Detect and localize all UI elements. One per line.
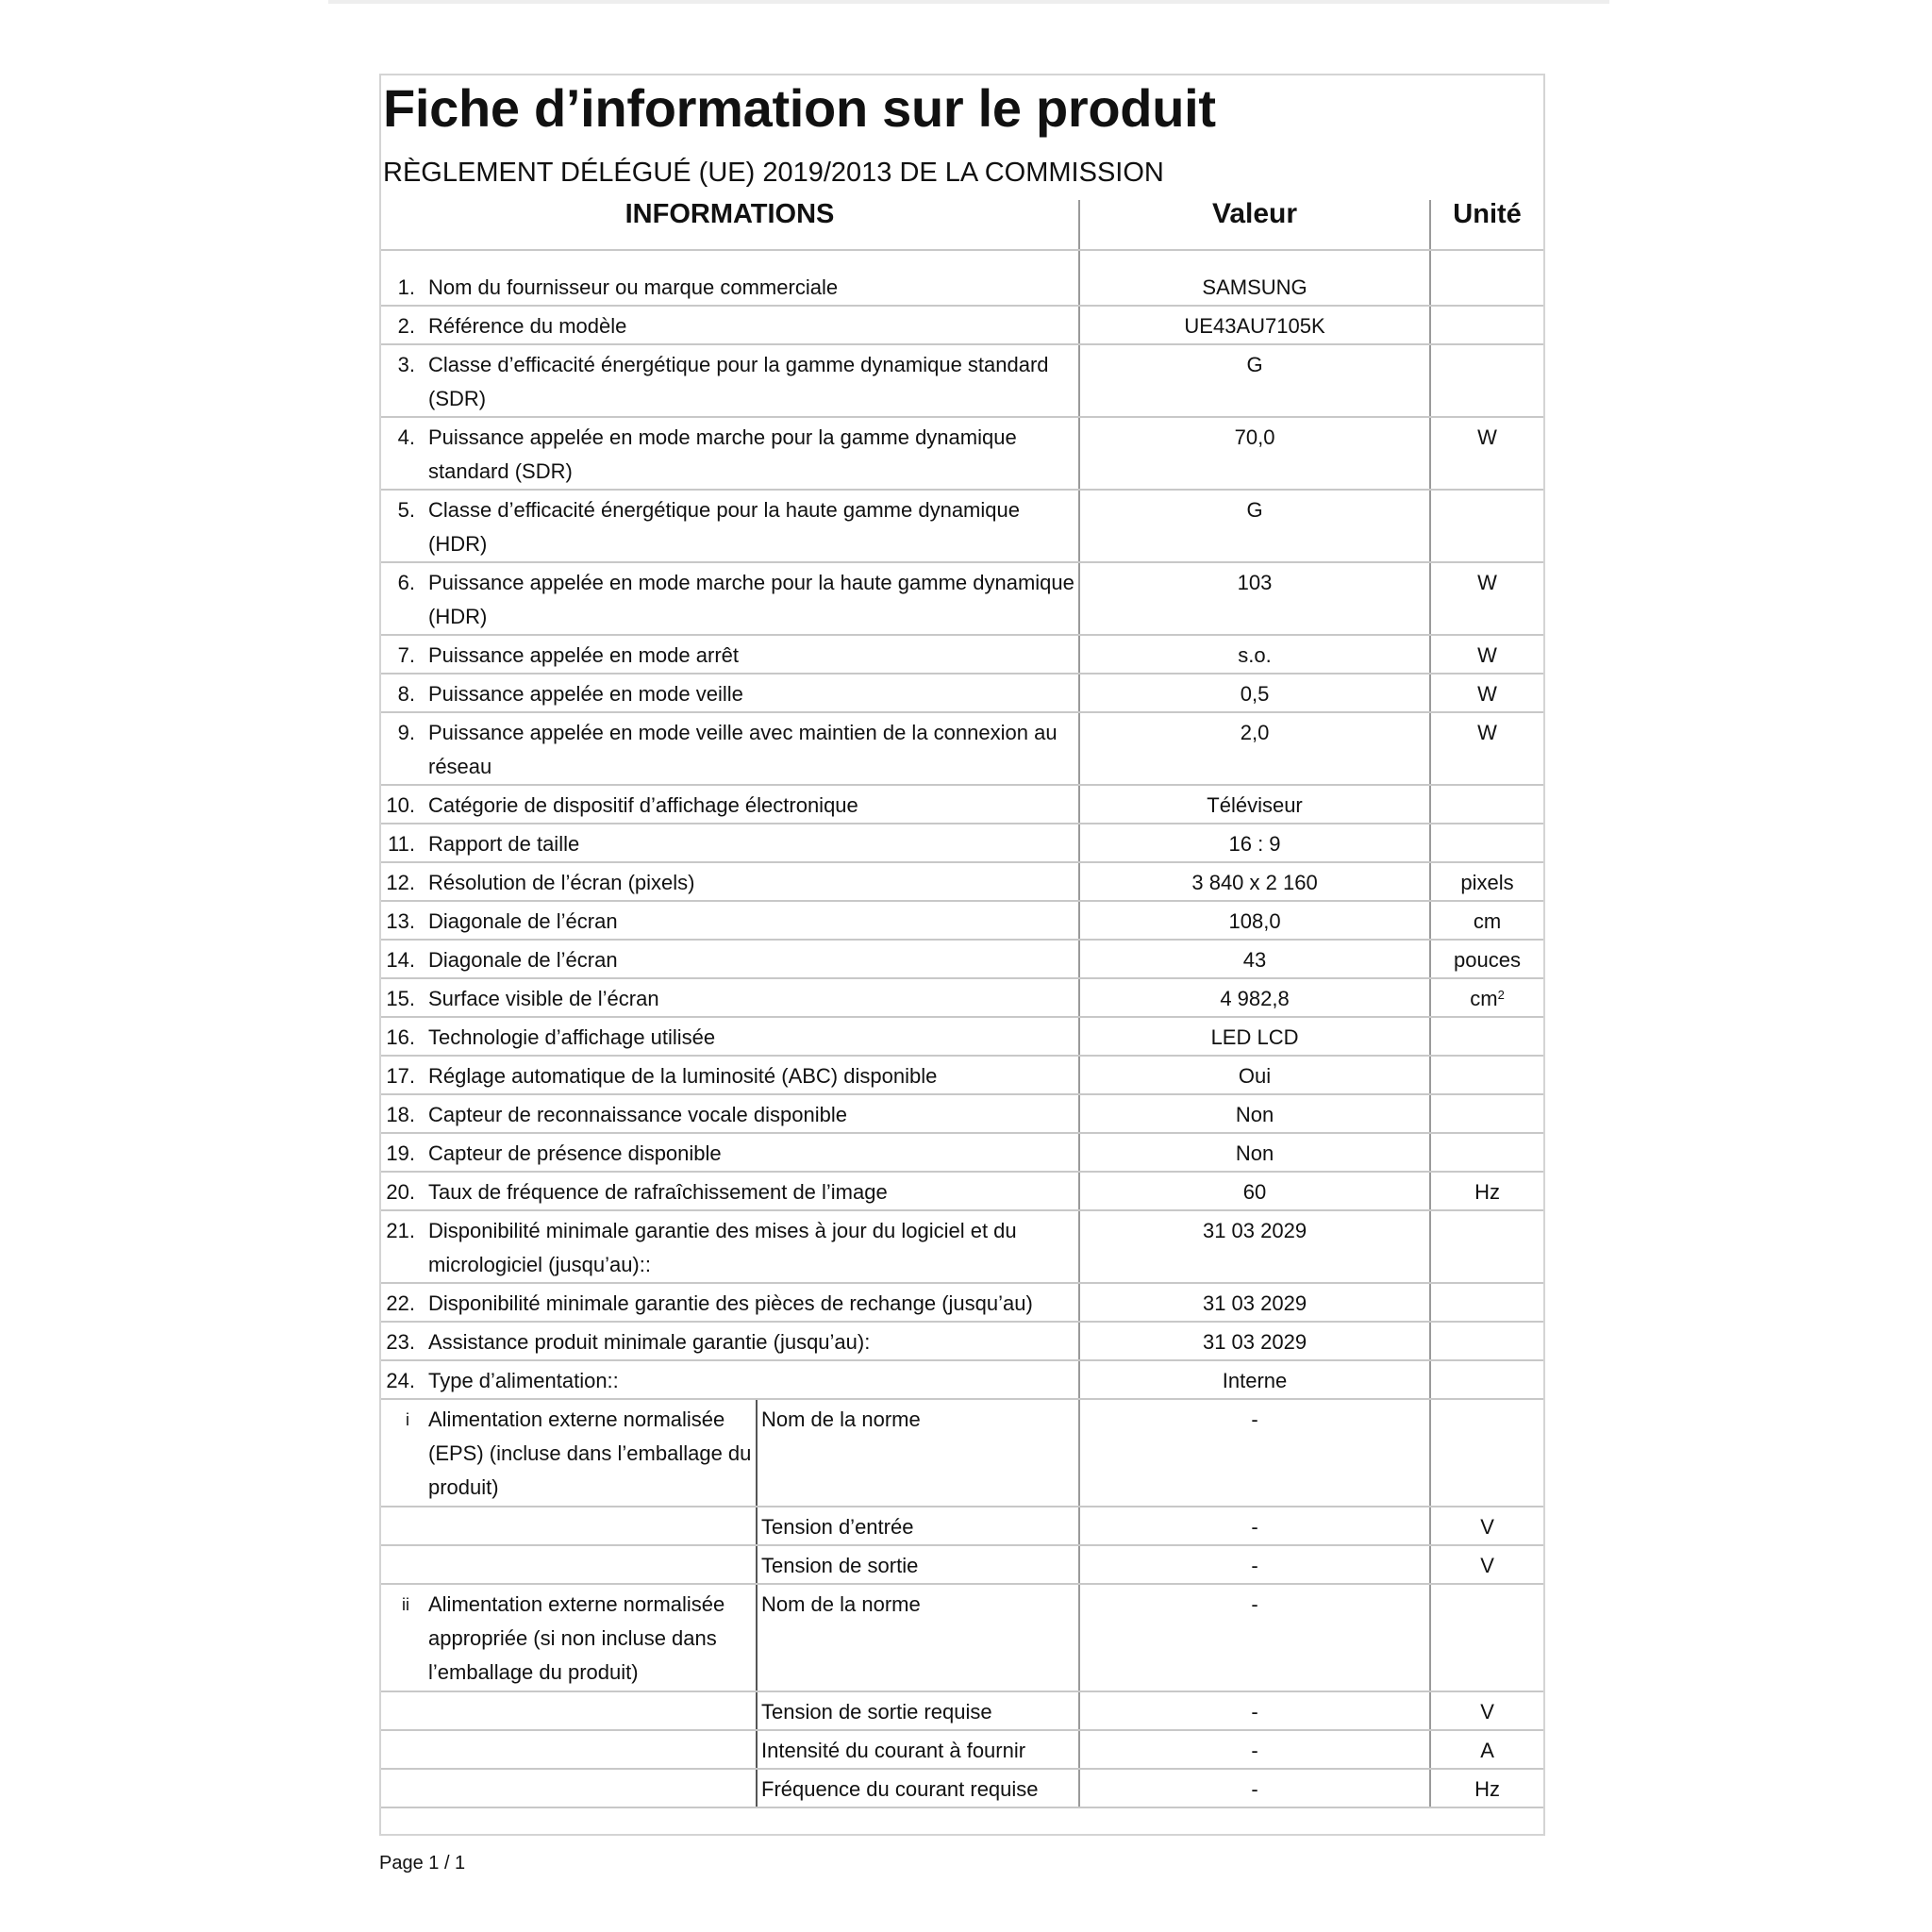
info-table bbox=[381, 200, 1543, 1808]
eps-item-name: Fréquence du courant requise bbox=[757, 1769, 1079, 1807]
eps-item-value: - bbox=[1079, 1399, 1430, 1507]
table-row bbox=[381, 417, 1543, 490]
eps-label bbox=[426, 1691, 757, 1730]
row-number: 10. bbox=[381, 785, 426, 824]
table-row bbox=[381, 978, 1543, 1017]
row-label: Taux de fréquence de rafraîchissement de l’image bbox=[426, 1172, 1079, 1210]
eps-item-value: - bbox=[1079, 1730, 1430, 1769]
row-label: Type d’alimentation:: bbox=[426, 1360, 1079, 1399]
row-value: UE43AU7105K bbox=[1079, 306, 1430, 344]
row-unit bbox=[1430, 306, 1543, 344]
table-row bbox=[381, 562, 1543, 635]
row-number: 19. bbox=[381, 1133, 426, 1172]
table-row bbox=[381, 490, 1543, 562]
eps-row bbox=[381, 1545, 1543, 1584]
unit-text: W bbox=[1477, 721, 1497, 744]
eps-label bbox=[426, 1769, 757, 1807]
eps-label bbox=[426, 1730, 757, 1769]
table-row bbox=[381, 1056, 1543, 1094]
row-unit bbox=[1430, 1322, 1543, 1360]
eps-row bbox=[381, 1769, 1543, 1807]
row-label: Diagonale de l’écran bbox=[426, 940, 1079, 978]
row-unit bbox=[1430, 1094, 1543, 1133]
row-value: G bbox=[1079, 344, 1430, 417]
row-value: 3 840 x 2 160 bbox=[1079, 862, 1430, 901]
row-value: G bbox=[1079, 490, 1430, 562]
row-number: 4. bbox=[381, 417, 426, 490]
row-value: s.o. bbox=[1079, 635, 1430, 674]
row-value: 60 bbox=[1079, 1172, 1430, 1210]
row-number: 9. bbox=[381, 712, 426, 785]
row-label: Catégorie de dispositif d’affichage électronique bbox=[426, 785, 1079, 824]
unit-text: W bbox=[1477, 571, 1497, 594]
row-unit bbox=[1430, 1017, 1543, 1056]
row-label: Puissance appelée en mode marche pour la gamme dynamique standard (SDR) bbox=[426, 417, 1079, 490]
product-info-sheet bbox=[379, 74, 1545, 1836]
row-unit bbox=[1430, 344, 1543, 417]
eps-item-unit: V bbox=[1430, 1507, 1543, 1545]
table-row bbox=[381, 940, 1543, 978]
row-number: 3. bbox=[381, 344, 426, 417]
row-label: Puissance appelée en mode veille avec maintien de la connexion au réseau bbox=[426, 712, 1079, 785]
row-number: 18. bbox=[381, 1094, 426, 1133]
row-unit bbox=[1430, 862, 1543, 901]
row-label: Puissance appelée en mode veille bbox=[426, 674, 1079, 712]
table-row bbox=[381, 344, 1543, 417]
table-row bbox=[381, 1210, 1543, 1283]
row-label: Rapport de taille bbox=[426, 824, 1079, 862]
unit-text: cm bbox=[1470, 987, 1498, 1010]
row-label: Capteur de présence disponible bbox=[426, 1133, 1079, 1172]
row-label: Disponibilité minimale garantie des pièces de rechange (jusqu’au) bbox=[426, 1283, 1079, 1322]
eps-item-value: - bbox=[1079, 1507, 1430, 1545]
unit-text: W bbox=[1477, 425, 1497, 449]
regulation-subtitle: RÈGLEMENT DÉLÉGUÉ (UE) 2019/2013 DE LA COMMISSION bbox=[383, 158, 1164, 188]
eps-item-value: - bbox=[1079, 1545, 1430, 1584]
row-value: Oui bbox=[1079, 1056, 1430, 1094]
row-label: Disponibilité minimale garantie des mises à jour du logiciel et du micrologiciel (jusqu’au):: bbox=[426, 1210, 1079, 1283]
eps-item-name: Nom de la norme bbox=[757, 1399, 1079, 1507]
unit-text: Hz bbox=[1474, 1180, 1500, 1204]
row-number: 1. bbox=[381, 268, 426, 306]
header-spacer-row bbox=[381, 250, 1543, 268]
unit-text: pouces bbox=[1454, 948, 1521, 972]
row-number: 6. bbox=[381, 562, 426, 635]
row-value: Téléviseur bbox=[1079, 785, 1430, 824]
row-label: Nom du fournisseur ou marque commerciale bbox=[426, 268, 1079, 306]
table-row bbox=[381, 785, 1543, 824]
row-number: 15. bbox=[381, 978, 426, 1017]
eps-number bbox=[381, 1507, 426, 1545]
table-row bbox=[381, 1283, 1543, 1322]
eps-item-value: - bbox=[1079, 1691, 1430, 1730]
row-unit bbox=[1430, 490, 1543, 562]
row-value: LED LCD bbox=[1079, 1017, 1430, 1056]
row-number: 23. bbox=[381, 1322, 426, 1360]
header-valeur: Valeur bbox=[1079, 200, 1430, 250]
row-unit bbox=[1430, 562, 1543, 635]
row-label: Référence du modèle bbox=[426, 306, 1079, 344]
eps-item-unit: A bbox=[1430, 1730, 1543, 1769]
table-row bbox=[381, 1360, 1543, 1399]
table-row bbox=[381, 635, 1543, 674]
row-unit bbox=[1430, 940, 1543, 978]
row-label: Résolution de l’écran (pixels) bbox=[426, 862, 1079, 901]
row-unit bbox=[1430, 1210, 1543, 1283]
row-number: 17. bbox=[381, 1056, 426, 1094]
table-row bbox=[381, 1133, 1543, 1172]
table-row bbox=[381, 862, 1543, 901]
row-number: 7. bbox=[381, 635, 426, 674]
row-value: 43 bbox=[1079, 940, 1430, 978]
table-row bbox=[381, 1322, 1543, 1360]
row-unit bbox=[1430, 1172, 1543, 1210]
row-unit bbox=[1430, 785, 1543, 824]
unit-superscript: 2 bbox=[1497, 988, 1505, 1002]
row-number: 22. bbox=[381, 1283, 426, 1322]
table-row bbox=[381, 1094, 1543, 1133]
eps-item-unit: Hz bbox=[1430, 1769, 1543, 1807]
table-row bbox=[381, 268, 1543, 306]
table-row bbox=[381, 674, 1543, 712]
table-row bbox=[381, 1172, 1543, 1210]
row-value: 31 03 2029 bbox=[1079, 1283, 1430, 1322]
row-value: 31 03 2029 bbox=[1079, 1210, 1430, 1283]
eps-item-value: - bbox=[1079, 1584, 1430, 1691]
eps-item-name: Tension de sortie bbox=[757, 1545, 1079, 1584]
row-number: 12. bbox=[381, 862, 426, 901]
row-number: 21. bbox=[381, 1210, 426, 1283]
row-unit bbox=[1430, 824, 1543, 862]
row-unit bbox=[1430, 712, 1543, 785]
unit-text: W bbox=[1477, 682, 1497, 706]
row-unit bbox=[1430, 1056, 1543, 1094]
eps-label: Alimentation externe normalisée appropriée (si non incluse dans l’emballage du produit) bbox=[426, 1584, 757, 1691]
row-unit bbox=[1430, 901, 1543, 940]
row-unit bbox=[1430, 635, 1543, 674]
row-unit bbox=[1430, 1133, 1543, 1172]
row-label: Assistance produit minimale garantie (jusqu’au): bbox=[426, 1322, 1079, 1360]
table-row bbox=[381, 824, 1543, 862]
row-label: Réglage automatique de la luminosité (ABC) disponible bbox=[426, 1056, 1079, 1094]
eps-row bbox=[381, 1507, 1543, 1545]
eps-row bbox=[381, 1399, 1543, 1507]
unit-text: pixels bbox=[1460, 871, 1514, 894]
top-divider bbox=[328, 0, 1609, 4]
table-header-row bbox=[381, 200, 1543, 250]
table-row bbox=[381, 901, 1543, 940]
header-informations: INFORMATIONS bbox=[381, 200, 1079, 250]
eps-row bbox=[381, 1730, 1543, 1769]
row-number: 8. bbox=[381, 674, 426, 712]
row-number: 11. bbox=[381, 824, 426, 862]
row-unit bbox=[1430, 268, 1543, 306]
eps-item-unit bbox=[1430, 1584, 1543, 1691]
eps-item-name: Tension d’entrée bbox=[757, 1507, 1079, 1545]
row-value: 108,0 bbox=[1079, 901, 1430, 940]
row-label: Capteur de reconnaissance vocale disponible bbox=[426, 1094, 1079, 1133]
eps-number: ii bbox=[381, 1584, 426, 1691]
eps-item-name: Tension de sortie requise bbox=[757, 1691, 1079, 1730]
row-number: 13. bbox=[381, 901, 426, 940]
row-label: Classe d’efficacité énergétique pour la haute gamme dynamique (HDR) bbox=[426, 490, 1079, 562]
row-unit bbox=[1430, 978, 1543, 1017]
row-unit bbox=[1430, 1360, 1543, 1399]
eps-item-name: Nom de la norme bbox=[757, 1584, 1079, 1691]
row-number: 2. bbox=[381, 306, 426, 344]
eps-row bbox=[381, 1691, 1543, 1730]
page-number: Page 1 / 1 bbox=[379, 1853, 466, 1874]
eps-item-unit: V bbox=[1430, 1545, 1543, 1584]
row-number: 20. bbox=[381, 1172, 426, 1210]
row-label: Puissance appelée en mode arrêt bbox=[426, 635, 1079, 674]
header-unite: Unité bbox=[1430, 200, 1543, 250]
row-number: 5. bbox=[381, 490, 426, 562]
unit-text: cm bbox=[1473, 909, 1502, 933]
row-value: 2,0 bbox=[1079, 712, 1430, 785]
row-label: Diagonale de l’écran bbox=[426, 901, 1079, 940]
row-value: 4 982,8 bbox=[1079, 978, 1430, 1017]
eps-number: i bbox=[381, 1399, 426, 1507]
row-value: 103 bbox=[1079, 562, 1430, 635]
row-value: 31 03 2029 bbox=[1079, 1322, 1430, 1360]
row-unit bbox=[1430, 674, 1543, 712]
row-label: Technologie d’affichage utilisée bbox=[426, 1017, 1079, 1056]
row-value: SAMSUNG bbox=[1079, 268, 1430, 306]
page-title: Fiche d’information sur le produit bbox=[383, 78, 1216, 138]
eps-label bbox=[426, 1507, 757, 1545]
eps-label: Alimentation externe normalisée (EPS) (incluse dans l’emballage du produit) bbox=[426, 1399, 757, 1507]
row-value: Non bbox=[1079, 1133, 1430, 1172]
eps-number bbox=[381, 1769, 426, 1807]
eps-item-value: - bbox=[1079, 1769, 1430, 1807]
unit-text: W bbox=[1477, 643, 1497, 667]
row-value: 70,0 bbox=[1079, 417, 1430, 490]
row-label: Classe d’efficacité énergétique pour la gamme dynamique standard (SDR) bbox=[426, 344, 1079, 417]
row-value: Interne bbox=[1079, 1360, 1430, 1399]
eps-number bbox=[381, 1730, 426, 1769]
row-number: 16. bbox=[381, 1017, 426, 1056]
eps-item-unit: V bbox=[1430, 1691, 1543, 1730]
eps-number bbox=[381, 1545, 426, 1584]
row-value: 16 : 9 bbox=[1079, 824, 1430, 862]
eps-row bbox=[381, 1584, 1543, 1691]
eps-label bbox=[426, 1545, 757, 1584]
table-row bbox=[381, 1017, 1543, 1056]
row-value: Non bbox=[1079, 1094, 1430, 1133]
row-unit bbox=[1430, 1283, 1543, 1322]
row-value: 0,5 bbox=[1079, 674, 1430, 712]
eps-number bbox=[381, 1691, 426, 1730]
row-number: 24. bbox=[381, 1360, 426, 1399]
table-row bbox=[381, 712, 1543, 785]
row-number: 14. bbox=[381, 940, 426, 978]
row-unit bbox=[1430, 417, 1543, 490]
row-label: Puissance appelée en mode marche pour la haute gamme dynamique (HDR) bbox=[426, 562, 1079, 635]
row-label: Surface visible de l’écran bbox=[426, 978, 1079, 1017]
eps-item-name: Intensité du courant à fournir bbox=[757, 1730, 1079, 1769]
eps-item-unit bbox=[1430, 1399, 1543, 1507]
table-row bbox=[381, 306, 1543, 344]
